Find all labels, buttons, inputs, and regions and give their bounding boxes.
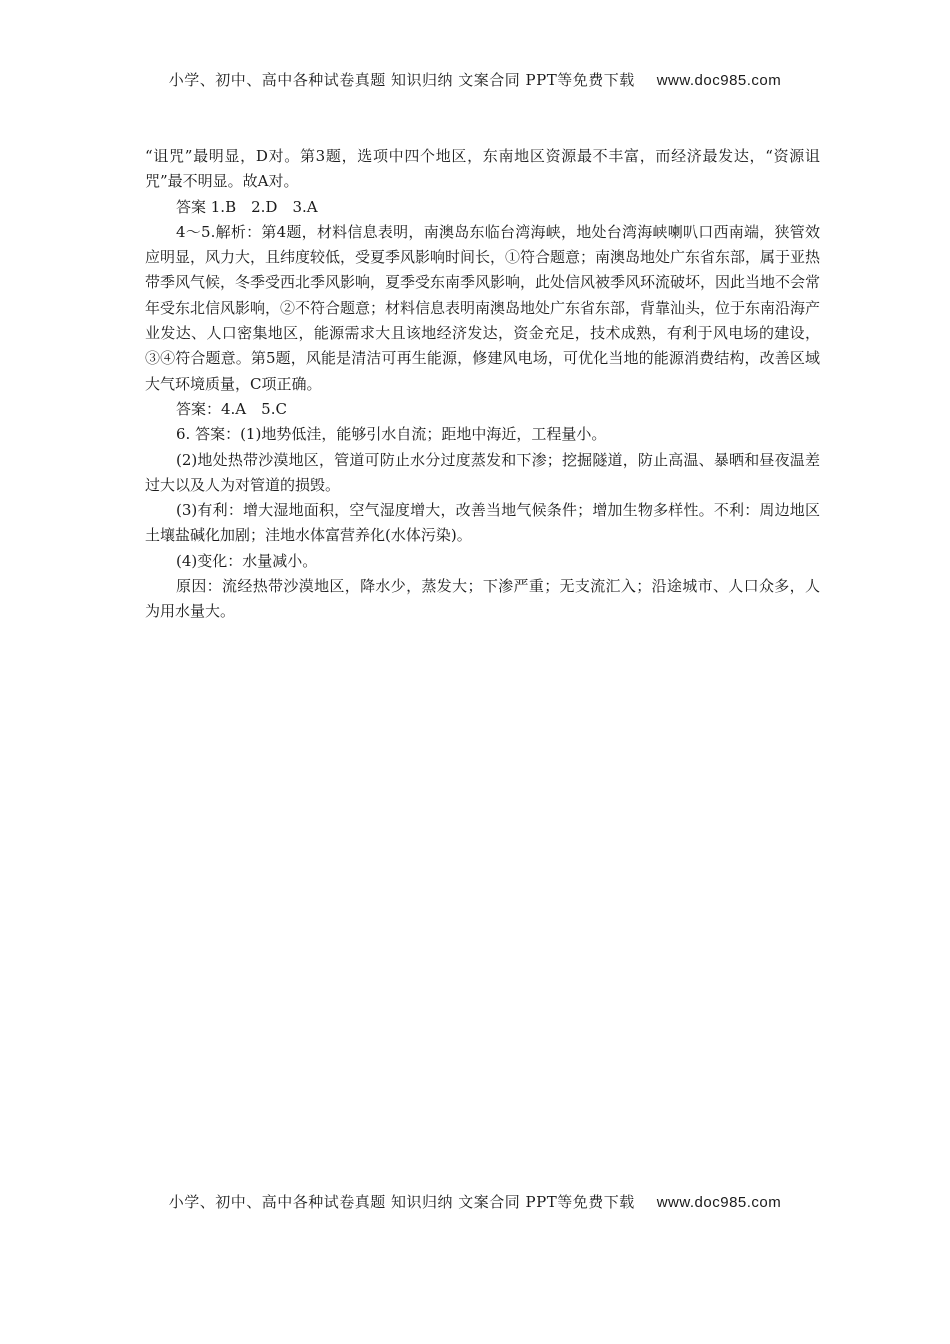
answer-6-reason: 原因：流经热带沙漠地区，降水少，蒸发大；下渗严重；无支流汇入；沿途城市、人口众多，人为用水量大。 bbox=[145, 577, 820, 621]
answer-6-part-3: (3)有利：增大湿地面积，空气湿度增大，改善当地气候条件；增加生物多样性。不利：周边地区土壤盐碱化加剧；洼地水体富营养化(水体污染)。 bbox=[145, 501, 820, 545]
answer-4-5: 答案：4.A 5.C bbox=[176, 399, 287, 418]
answer-6-part-4: (4)变化：水量减小。 bbox=[176, 551, 318, 570]
page-footer bbox=[0, 1191, 950, 1212]
header-url[interactable]: www.doc985.com bbox=[656, 72, 782, 89]
footer-text: 小学、初中、高中各种试卷真题 知识归纳 文案合同 PPT等免费下载 bbox=[168, 1193, 635, 1211]
answer-6-part-1: 6. 答案：(1)地势低洼，能够引水自流；距地中海近，工程量小。 bbox=[176, 425, 607, 444]
footer-url[interactable]: www.doc985.com bbox=[656, 1194, 782, 1211]
answer-1-3: 答案 1.B 2.D 3.A bbox=[176, 197, 318, 216]
analysis-4-5: 4～5.解析：第4题，材料信息表明，南澳岛东临台湾海峡，地处台湾海峡喇叭口西南端，狭管效应明显，风力大，且纬度较低，受夏季风影响时间长，①符合题意；南澳岛地处广东省东部，属于亚热带季风气候，冬季受西北季风影响，夏季受东南季风影响，此处信风被季风环流破坏，因此当地不会常年受东北信风影响，②不符合题意；材料信息表明南澳岛地处广东省东部，背靠汕头，位于东南沿海产业发达、人口密集地区，能源需求大且该地经济发达，资金充足，技术成熟，有利于风电场的建设，③④符合题意。第5题，风能是清洁可再生能源，修建风电场，可优化当地的能源消费结构，改善区域大气环境质量，C项正确。 bbox=[145, 222, 821, 393]
page-header bbox=[0, 69, 950, 90]
document-body bbox=[145, 144, 820, 625]
paragraph-continuation: “诅咒”最明显，D对。第3题，选项中四个地区，东南地区资源最不丰富，而经济最发达，“资源诅咒”最不明显。故A对。 bbox=[145, 147, 820, 191]
answer-6-part-2: (2)地处热带沙漠地区，管道可防止水分过度蒸发和下渗；挖掘隧道，防止高温、暴晒和昼夜温差过大以及人为对管道的损毁。 bbox=[145, 450, 820, 494]
header-text: 小学、初中、高中各种试卷真题 知识归纳 文案合同 PPT等免费下载 bbox=[168, 71, 635, 89]
